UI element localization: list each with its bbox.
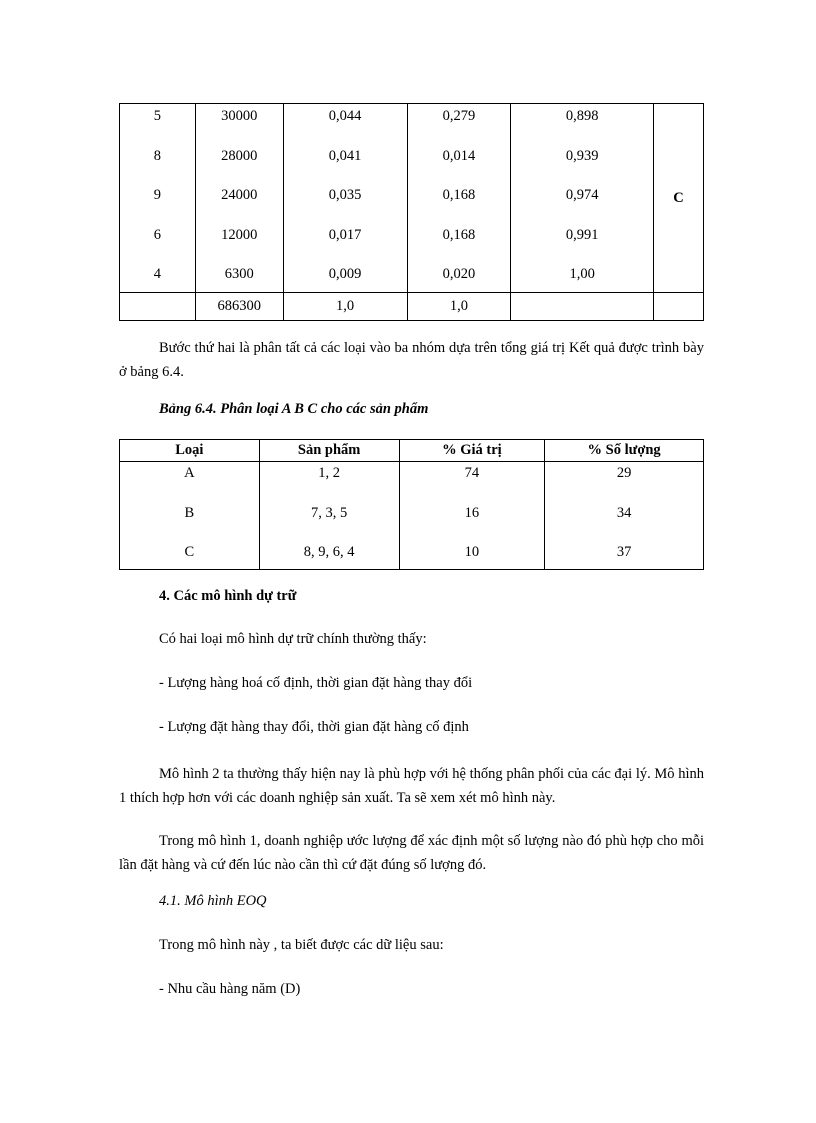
text-line: Trong mô hình này , ta biết được các dữ liệu sau:: [159, 937, 444, 953]
column-header: Sản phẩm: [259, 440, 399, 462]
total-row: [120, 293, 704, 321]
paragraph-model-one: Trong mô hình 1, doanh nghiệp ước lượng để xác định một số lượng nào đó phù hợp cho mỗi lần đặt hàng và cứ đến lúc nào cần thì cứ đặt đúng số lượng đó.: [119, 833, 704, 873]
table-cell: 29: [616, 465, 632, 481]
table-cell: 0,035: [328, 187, 362, 203]
table-cell: 0,991: [565, 226, 599, 243]
table-cell: 1,0: [407, 293, 511, 321]
table-cell: 24000: [221, 187, 258, 203]
table-cell: 0,939: [565, 147, 599, 164]
table-cell: 5: [153, 108, 162, 124]
table-row: [120, 144, 704, 184]
table-cell: 37: [616, 544, 632, 560]
table-row: [120, 462, 704, 502]
table-cell: 0,017: [328, 226, 362, 243]
table-cell: 0,279: [442, 108, 476, 124]
table-cell: 0,168: [442, 187, 476, 203]
table-cell: 1,0: [283, 293, 407, 321]
table-cell: [120, 293, 196, 321]
table-cell: A: [184, 465, 195, 481]
table-cell: 4: [153, 266, 162, 282]
table-row: [120, 502, 704, 542]
column-header: % Số lượng: [545, 440, 704, 462]
paragraph-model-two: Mô hình 2 ta thường thấy hiện nay là phù hợp với hệ thống phân phối của các đại lý. Mô hình 1 thích hợp hơn với các doanh nghiệp sản xuất. Ta sẽ xem xét mô hình này.: [119, 766, 704, 806]
table-row: [120, 183, 704, 223]
table-cell: 0,041: [328, 147, 362, 164]
table-cell: 74: [464, 465, 480, 481]
table-cell: 0,044: [328, 108, 362, 124]
table-cell: 8: [153, 147, 162, 164]
table-row: [120, 104, 704, 144]
group-label-cell: C: [654, 104, 704, 293]
table-cell: 1, 2: [318, 465, 340, 481]
table-cell: 30000: [221, 108, 258, 124]
table-cell: 1,00: [569, 266, 595, 282]
table-cell: 12000: [221, 226, 258, 243]
text-line: - Nhu cầu hàng năm (D): [159, 981, 301, 997]
abc-analysis-table: [119, 103, 704, 321]
table-cell: [511, 293, 654, 321]
table-cell: 34: [616, 504, 632, 521]
text-line: Có hai loại mô hình dự trữ chính thường thấy:: [159, 631, 427, 647]
table-cell: 686300: [195, 293, 283, 321]
table-cell: 0,898: [565, 108, 599, 124]
abc-classification-table: [119, 439, 704, 570]
table-caption: Bảng 6.4. Phân loại A B C cho các sản phẩm: [159, 401, 429, 417]
table-cell: 0,009: [328, 266, 362, 282]
table-cell: 0,974: [565, 187, 599, 203]
table-cell: 28000: [221, 147, 258, 164]
table-row: [120, 223, 704, 263]
table-cell: 0,014: [442, 147, 476, 164]
table-row: [120, 262, 704, 293]
subsection-heading: 4.1. Mô hình EOQ: [159, 893, 267, 909]
column-header: % Giá trị: [399, 440, 545, 462]
table-cell: 8, 9, 6, 4: [303, 544, 355, 560]
section-heading: 4. Các mô hình dự trữ: [159, 588, 297, 604]
table-cell: B: [184, 504, 195, 521]
paragraph-step-two: Bước thứ hai là phân tất cả các loại vào ba nhóm dựa trên tổng giá trị Kết quả được trình bày ở bảng 6.4.: [119, 340, 704, 380]
table-cell: 6300: [224, 266, 254, 282]
column-header: Loại: [120, 440, 260, 462]
table-cell: 16: [464, 504, 480, 521]
table-cell: 6: [153, 226, 162, 243]
table-cell: C: [184, 544, 195, 560]
table-cell: 7, 3, 5: [311, 504, 348, 521]
table-cell: [654, 293, 704, 321]
table-cell: 10: [464, 544, 480, 560]
table-cell: 9: [153, 187, 162, 203]
text-line: - Lượng hàng hoá cố định, thời gian đặt hàng thay đổi: [159, 675, 473, 691]
table-row: [120, 541, 704, 570]
table-cell: 0,168: [442, 226, 476, 243]
text-line: - Lượng đặt hàng thay đổi, thời gian đặt hàng cố định: [159, 719, 469, 735]
table-header-row: [120, 440, 704, 462]
table-cell: 0,020: [442, 266, 476, 282]
